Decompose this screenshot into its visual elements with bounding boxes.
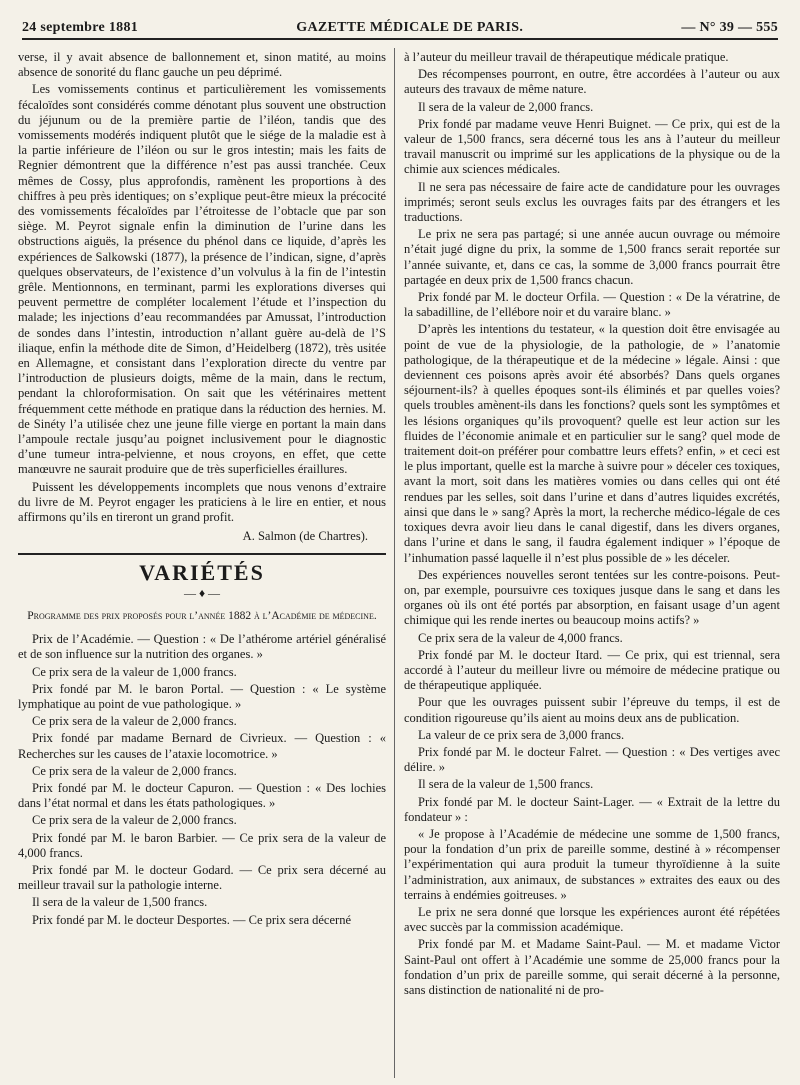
paragraph: La valeur de ce prix sera de 3,000 francs. xyxy=(418,727,625,742)
page-header xyxy=(22,12,778,40)
paragraph: « Je propose à l’Académie de médecine une somme de 1,500 francs, pour la fondation d’un prix de pareille somme, destiné à » récompenser l’expérimentation qui aura produit la tumeur thyroïdienne à la suite l’administration, aux animaux, de substances » extraites des eaux ou des terrains à endémies goitreuses. » xyxy=(404,826,780,902)
column-divider xyxy=(394,48,395,1078)
section-rule xyxy=(18,553,386,555)
paragraph: Des récompenses pourront, en outre, être accordées à l’auteur ou aux auteurs des travaux de même nature. xyxy=(404,67,780,97)
paragraph: Les vomissements continus et particulièrement les vomissements fécaloïdes sont considérés comme dénotant plus souvent une obstruction du jéjunum ou de la première partie de l’iléon, tandis que des vomissements modérés indiquent plutôt que le siége de la maladie est à la partie inférieure de l’iléon ou sur le gros intestin; mais les faits de Regnier démontrent que la différence n’est pas aussi tranchée. Ceux mêmes de Cossy, plus approfondis, ramènent les proportions à des chiffres à peu près identiques; on s’explique peut-être mieux la précocité des vomissements fécaloïdes par l’étroitesse de l’obtacle que par son siège. M. Peyrot signale enfin la diminution de l’urine dans les obstructions aiguës, la présence du phénol dans ce liquide, d’après les expériences de Salkowski (1877), la présence de l’indican, signe, d’après quelques observateurs, de l’existence d’un volvulus à la fin de l’intestin grêle. Mentionnons, en terminant, parmi les explorations diverses qui peuvent permettre de compléter localement l’étude et l’inspection du malade; les injections d’eau recommandées par Amussat, l’introduction de sondes dans l’intestin, introduction n’allant guère au-delà de l’S iliaque, enfin la méthode dite de Simon, d’Heidelberg (1872), très usitée en Allemagne, et consistant dans l’exploration directe du ventre par l’introduction de plusieurs doigts, même de la main, dans le rectum, pendant la chloroformisation. On sait que les vétérinaires mettent fréquemment cette méthode en pratique dans la réduction des hernies. M. de Sinéty l’a utilisée chez une jeune fille vierge en portant la main dans l’ampoule rectale jusqu’au poignet inclusivement pour le diagnostic d’une tumeur intra-pelvienne, et nous croyons, en effet, que cette manœuvre ne saurait produire que de très superficielles éraillures. xyxy=(18,82,386,477)
paragraph: Prix fondé par M. et Madame Saint-Paul. — M. et madame Victor Saint-Paul ont offert à l’Académie une somme de 25,000 francs pour la fondation d’un prix de pareille somme, qui serait décerné à la personne, sans distinction de nationalité ni de pro- xyxy=(404,937,780,997)
prize-paragraph: Il sera de la valeur de 1,500 francs. xyxy=(32,895,208,910)
prize-paragraph: Prix fondé par M. le baron Barbier. — Ce prix sera de la valeur de 4,000 francs. xyxy=(18,830,386,860)
prize-paragraph: Prix de l’Académie. — Question : « De l’athérome artériel généralisé et de son influence sur la nutrition des organes. » xyxy=(18,632,386,662)
ornament: — ♦ — xyxy=(183,585,221,600)
paragraph: D’après les intentions du testateur, « la question doit être envisagée au point de vue de la physiologie, de la pathologie, de » l’anatomie pathologique, de la thérapeutique et de la médecine » légale. Ainsi : que deviennent ces poisons après avoir été absorbés? Dans quels organes séjournent-ils? à quelles époques sont-ils éliminés et par quelles voies? quels troubles amènent-ils dans les fonctions? quels sont les symptômes et les lésions organiques qu’ils provoquent? quelle est leur action sur les fluides de l’économie animale et en particulier sur le sang? quel mode de traitement doit-on préférer pour combattre leurs effets? enfin, » et ceci est le plus important, quelle est la marche à suivre pour » déceler ces toxiques, avant la mort, soit dans les matières vomies ou dans celles qui ont été rendues par les selles, soit dans l’urine et dans d’autres liquides excrétés, ainsi que dans le » sang? Après la mort, la recherche médico-légale de ces toxiques devra avoir lieu dans le canal digestif, dans les divers organes, dans l’urine et dans le sang, il faudra également indiquer » l’époque de l’inhumation passé laquelle il n’est plus possible de » les déceler. xyxy=(404,322,780,565)
prize-paragraph: Prix fondé par M. le docteur Desportes. — Ce prix sera décerné xyxy=(32,912,351,927)
prize-paragraph: Prix fondé par madame Bernard de Civrieux. — Question : « Recherches sur les causes de l’ataxie locomotrice. » xyxy=(18,731,386,761)
header-date: 24 septembre 1881 xyxy=(22,20,139,35)
paragraph: Prix fondé par M. le docteur Orfila. — Question : « De la vératrine, de la sabadilline, de l’ellébore noir et du varaire blanc. » xyxy=(404,290,780,320)
paragraph: Prix fondé par madame veuve Henri Buignet. — Ce prix, qui est de la valeur de 1,500 francs, sera décerné tous les ans à l’auteur du meilleur travail manuscrit ou imprimé sur les applications de la physique ou de la chimie aux sciences médicales. xyxy=(404,116,780,177)
paragraph: Le prix ne sera pas partagé; si une année aucun ouvrage ou mémoire n’était jugé digne du prix, la somme de 1,500 francs serait reportée sur l’année suivante, et, dans ce cas, la somme de 3,000 francs pourrait être partagée en deux prix de 1,500 francs chacun. xyxy=(404,227,780,287)
paragraph: Prix fondé par M. le docteur Itard. — Ce prix, qui est triennal, sera accordé à l’auteur du meilleur livre ou mémoire de médecine pratique ou de thérapeutique appliquée. xyxy=(404,647,780,693)
paragraph: Il sera de la valeur de 1,500 francs. xyxy=(418,777,594,792)
paragraph: à l’auteur du meilleur travail de thérapeutique médicale pratique. xyxy=(404,50,729,64)
section-title: VARIÉTÉS xyxy=(139,559,265,585)
paragraph: Il ne sera pas nécessaire de faire acte de candidature pour les ouvrages imprimés; seront seuls exclus les ouvrages faits par des étrangers et les traductions. xyxy=(404,179,780,225)
header-title: GAZETTE MÉDICALE DE PARIS. xyxy=(296,20,524,35)
prize-paragraph: Ce prix sera de la valeur de 2,000 francs. xyxy=(32,763,237,778)
paragraph: Pour que les ouvrages puissent subir l’épreuve du temps, il est de condition rigoureuse qu’ils aient au moins deux ans de publication. xyxy=(404,695,780,725)
left-column xyxy=(18,50,386,1080)
paragraph: Des expériences nouvelles seront tentées sur les contre-poisons. Peut-on, par exemple, poursuivre ces toxiques jusque dans le sang et dans les organes où ils ont été portés par absorption, en faisant usage d’un agent chimique qui les rende inertes ou beaucoup moins actifs? » xyxy=(404,567,780,628)
prize-paragraph: Ce prix sera de la valeur de 2,000 francs. xyxy=(32,813,237,828)
prize-paragraph: Ce prix sera de la valeur de 2,000 francs. xyxy=(32,714,237,729)
paragraph: Puissent les développements incomplets que nous venons d’extraire du livre de M. Peyrot engager les praticiens à le lire en entier, et nous affirmons qu’ils en tireront un grand profit. xyxy=(18,479,386,525)
header-issue: — N° 39 — 555 xyxy=(681,20,778,35)
paragraph: verse, il y avait absence de ballonnement et, sinon matité, au moins absence de sonorité du flanc gauche un peu déprimé. xyxy=(18,50,386,80)
prize-paragraph: Prix fondé par M. le baron Portal. — Question : « Le système lymphatique au point de vue pathologique. » xyxy=(18,681,386,711)
paragraph: Prix fondé par M. le docteur Falret. — Question : « Des vertiges avec délire. » xyxy=(404,744,780,775)
program-title: Programme des prix proposés pour l’année 1882 à l’Académie de médecine. xyxy=(27,609,377,622)
paragraph: Il sera de la valeur de 2,000 francs. xyxy=(418,99,594,114)
paragraph: Le prix ne sera donné que lorsque les expériences auront été répétées avec succès par la commission académique. xyxy=(404,904,780,935)
paragraph: Prix fondé par M. le docteur Saint-Lager. — « Extrait de la lettre du fondateur » : xyxy=(404,794,780,824)
paragraph: Ce prix sera de la valeur de 4,000 francs. xyxy=(418,630,623,645)
prize-paragraph: Prix fondé par M. le docteur Capuron. — Question : « Des lochies dans l’état normal et dans les états pathologiques. » xyxy=(18,780,386,811)
prize-paragraph: Ce prix sera de la valeur de 1,000 francs. xyxy=(32,664,237,679)
prize-paragraph: Prix fondé par M. le docteur Godard. — Ce prix sera décerné au meilleur travail sur la pathologie interne. xyxy=(18,862,386,893)
right-column xyxy=(404,50,780,1080)
signature: A. Salmon (de Chartres). xyxy=(242,529,368,544)
